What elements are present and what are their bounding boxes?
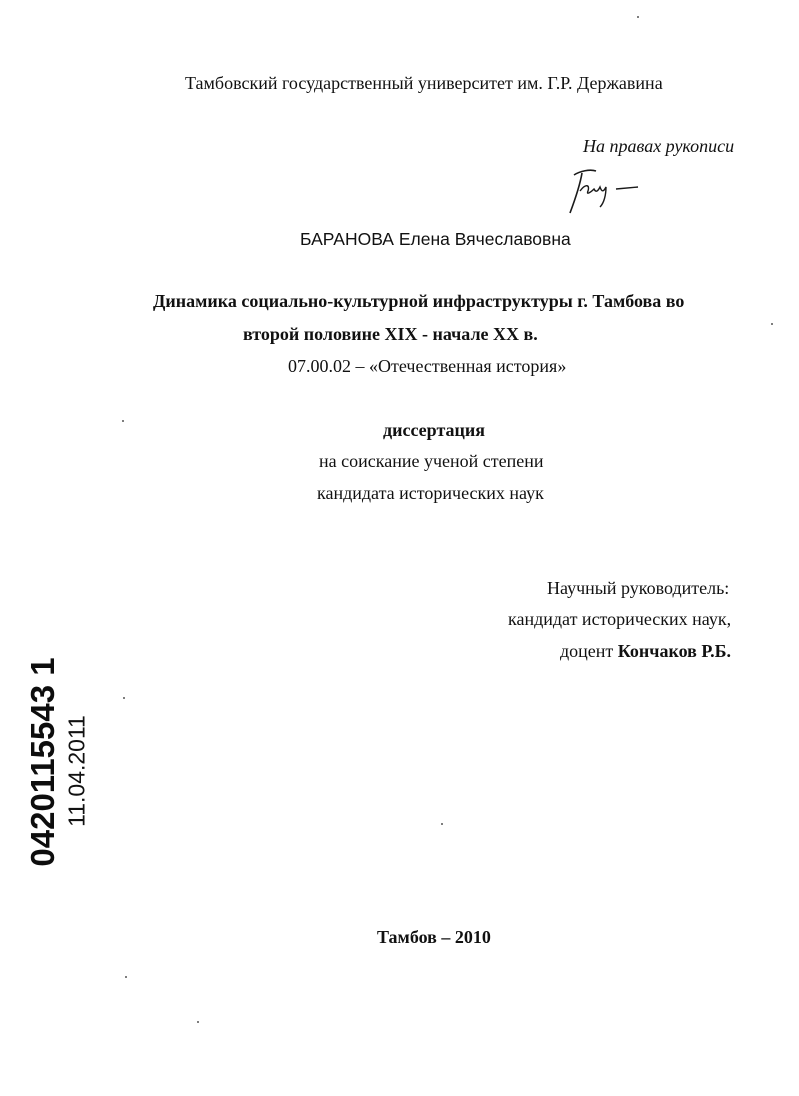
thesis-title-line-1: Динамика социально-культурной инфраструктуры г. Тамбова во [153, 291, 685, 311]
advisor-title: доцент [560, 641, 614, 661]
degree-line-2: кандидата исторических наук [317, 483, 544, 503]
university-name: Тамбовский государственный университет им. Г.Р. Державина [185, 73, 663, 93]
archive-stamp-date: 11.04.2011 [63, 715, 90, 827]
advisor-name-line [560, 641, 731, 662]
archive-stamp-number: 0420115543 1 [24, 657, 61, 867]
scan-speck [771, 323, 773, 325]
scan-speck [197, 1021, 199, 1023]
advisor-degree: кандидат исторических наук, [508, 609, 732, 629]
advisor-name: Кончаков Р.Б. [617, 641, 732, 661]
manuscript-note: На правах рукописи [583, 136, 735, 156]
scan-speck [125, 976, 127, 978]
scan-speck [637, 16, 639, 18]
specialty-code: 07.00.02 – «Отечественная история» [288, 356, 567, 376]
scan-speck [441, 823, 443, 825]
scan-speck [122, 420, 124, 422]
thesis-title-line-2: второй половине XIX - начале XX в. [243, 324, 538, 344]
handwritten-signature [560, 163, 650, 218]
document-type: диссертация [383, 420, 485, 440]
degree-line-1: на соискание ученой степени [319, 451, 544, 471]
scan-speck [123, 697, 125, 699]
author-name: БАРАНОВА Елена Вячеславовна [300, 229, 571, 249]
advisor-label: Научный руководитель: [547, 578, 730, 598]
city-year: Тамбов – 2010 [377, 927, 491, 947]
